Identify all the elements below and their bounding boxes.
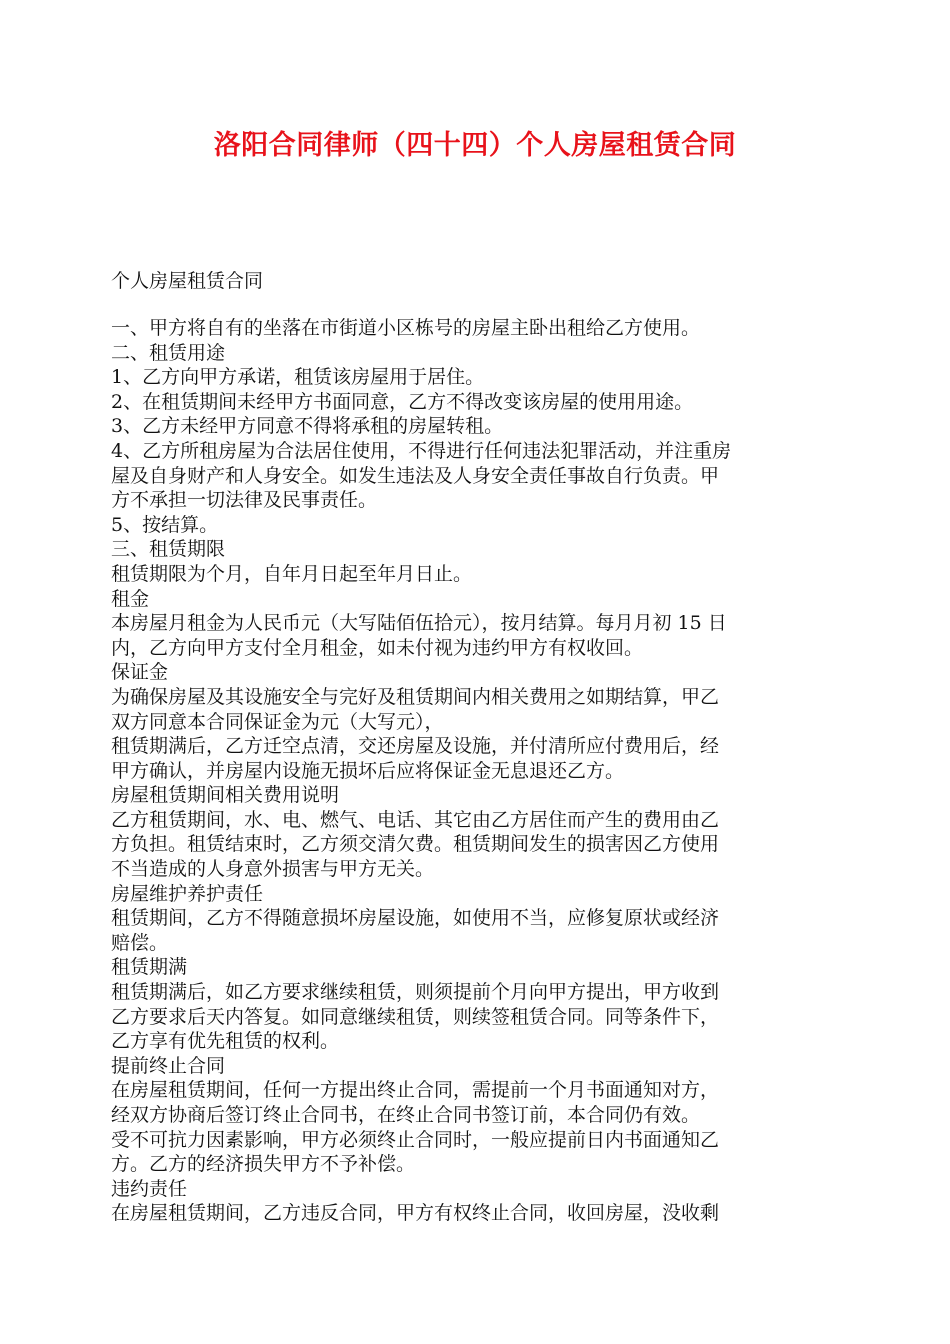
document-line: 5、按结算。 [111, 513, 219, 536]
document-line: 三、租赁期限 [111, 538, 226, 561]
document-line: 双方同意本合同保证金为元（大写元）， [111, 710, 444, 733]
document-line: 方不承担一切法律及民事责任。 [111, 489, 378, 512]
document-line: 赔偿。 [111, 931, 169, 954]
document-line: 经双方协商后签订终止合同书，在终止合同书签订前，本合同仍有效。 [111, 1104, 701, 1126]
document-line: 租赁期限为个月，自年月日起至年月日止。 [111, 562, 473, 585]
document-line: 二、租赁用途 [111, 341, 226, 364]
document-line: 租金 [111, 587, 150, 610]
document-line: 租赁期间，乙方不得随意损坏房屋设施，如使用不当，应修复原状或经济 [111, 907, 720, 930]
document-line: 房屋维护养护责任 [111, 882, 264, 905]
document-line: 乙方租赁期间，水、电、燃气、电话、其它由乙方居住而产生的费用由乙 [111, 808, 720, 831]
document-line: 提前终止合同 [111, 1054, 226, 1077]
document-line: 方负担。租赁结束时，乙方须交清欠费。租赁期间发生的损害因乙方使用 [111, 833, 720, 856]
document-subtitle: 个人房屋租赁合同 [111, 270, 264, 292]
document-line: 在房屋租赁期间，任何一方提出终止合同，需提前一个月书面通知对方， [111, 1079, 720, 1102]
document-line: 乙方要求后天内答复。如同意继续租赁，则续签租赁合同。同等条件下， [111, 1005, 720, 1028]
document-line: 本房屋月租金为人民币元（大写陆佰伍拾元），按月结算。每月月初 15 日 [111, 612, 727, 635]
document-line: 内，乙方向甲方支付全月租金，如未付视为违约甲方有权收回。 [111, 636, 644, 659]
document-line: 乙方享有优先租赁的权利。 [111, 1030, 340, 1053]
document-line: 屋及自身财产和人身安全。如发生违法及人身安全责任事故自行负责。甲 [111, 464, 720, 487]
document-line: 3、乙方未经甲方同意不得将承租的房屋转租。 [111, 415, 504, 438]
document-line: 保证金 [111, 661, 169, 684]
document-title: 洛阳合同律师（四十四）个人房屋租赁合同 [213, 130, 737, 161]
document-line: 为确保房屋及其设施安全与完好及租赁期间内相关费用之如期结算，甲乙 [111, 685, 720, 708]
document-line: 受不可抗力因素影响，甲方必须终止合同时，一般应提前日内书面通知乙 [111, 1128, 720, 1151]
document-line: 一、甲方将自有的坐落在市街道小区栋号的房屋主卧出租给乙方使用。 [111, 317, 701, 339]
document-line: 1、乙方向甲方承诺，租赁该房屋用于居住。 [111, 366, 485, 389]
document-line: 方。乙方的经济损失甲方不予补偿。 [111, 1153, 416, 1176]
document-line: 租赁期满后，如乙方要求继续租赁，则须提前个月向甲方提出，甲方收到 [111, 981, 720, 1004]
document-line: 甲方确认，并房屋内设施无损坏后应将保证金无息退还乙方。 [111, 759, 625, 782]
document-line: 4、乙方所租房屋为合法居住使用，不得进行任何违法犯罪活动，并注重房 [111, 439, 732, 462]
document-line: 租赁期满后，乙方迁空点清，交还房屋及设施，并付清所应付费用后，经 [111, 735, 720, 758]
document-line: 不当造成的人身意外损害与甲方无关。 [111, 858, 435, 881]
document-body [111, 316, 846, 1226]
document-line: 在房屋租赁期间，乙方违反合同，甲方有权终止合同，收回房屋，没收剩 [111, 1202, 720, 1225]
document-line: 违约责任 [111, 1177, 188, 1200]
document-line: 房屋租赁期间相关费用说明 [111, 784, 340, 807]
document-line: 租赁期满 [111, 956, 188, 979]
document-line: 2、在租赁期间未经甲方书面同意，乙方不得改变该房屋的使用用途。 [111, 390, 694, 413]
